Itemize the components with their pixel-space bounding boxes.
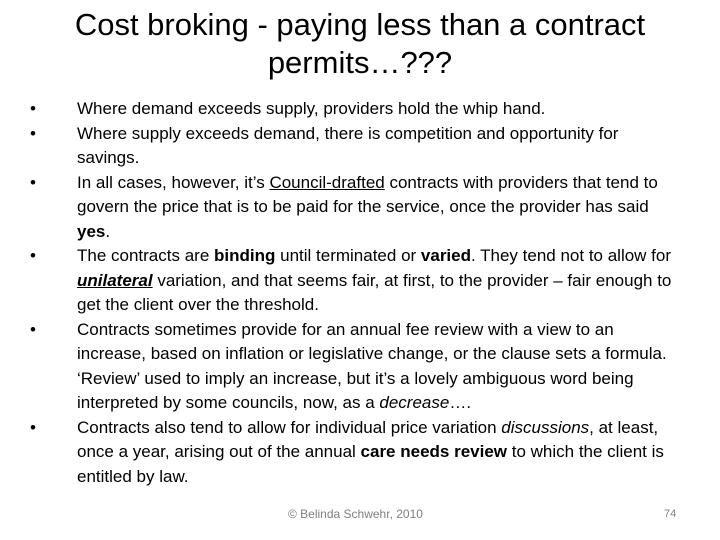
bullet-marker: • xyxy=(30,417,36,437)
bullet-text-part: Contracts also tend to allow for individual price variation xyxy=(77,417,502,437)
bullet-text-part: until terminated or xyxy=(275,246,421,265)
title-line-1: Cost broking - paying less than a contract xyxy=(74,7,646,42)
bullet-text: Where supply exceeds demand, there is competition and opportunity for savings. xyxy=(77,123,619,167)
slide-title xyxy=(36,6,684,82)
footer-copyright: © Belinda Schwehr, 2010 xyxy=(288,507,423,521)
bold-term: binding xyxy=(214,246,276,265)
bold-term: varied xyxy=(420,246,471,265)
bullet-text-part: Contracts sometimes provide for an annual fee review with a view to an increase, based on inflation or legislative change, or the clause sets a formula. ‘Review’ used to imply an increase, but it’s a lovely ambiguous word being interpreted by some councils, now, as a xyxy=(77,319,667,412)
bullet-marker: • xyxy=(30,319,36,339)
bullet-text-part: contracts with providers that tend to govern the price that is to be paid for the service, once the provider has said xyxy=(77,172,658,216)
bullet-text-part: , at least, once a year, arising out of the annual xyxy=(77,417,659,461)
italic-term: decrease xyxy=(379,393,450,412)
bullet-text-part: . They tend not to allow for xyxy=(471,246,672,265)
bullet-item xyxy=(30,122,685,171)
bullet-item xyxy=(30,244,685,318)
italic-term: discussions xyxy=(501,417,590,437)
bold-term: care needs review xyxy=(360,442,508,461)
bullet-item xyxy=(30,97,685,122)
title-line-2: permits…??? xyxy=(267,45,453,80)
bullet-marker: • xyxy=(30,99,36,118)
bullet-text: Where demand exceeds supply, providers hold the whip hand. xyxy=(77,99,546,118)
bullet-text-part: …. xyxy=(449,393,472,412)
bullet-marker: • xyxy=(30,172,36,192)
bullet-text-part: The contracts are xyxy=(77,246,215,265)
bullet-text-part: to which the client is entitled by law. xyxy=(77,442,664,486)
bullet-marker: • xyxy=(30,246,36,265)
underlined-term: Council-drafted xyxy=(269,172,385,192)
page-number: 74 xyxy=(664,508,677,520)
bullet-item xyxy=(30,318,685,416)
bullet-text-part: In all cases, however, it’s xyxy=(77,172,270,192)
bullet-item xyxy=(30,171,685,245)
bold-term: yes xyxy=(77,221,106,241)
bullet-text-part: . xyxy=(105,221,111,241)
bullet-marker: • xyxy=(30,123,36,143)
underlined-italic-term: unilateral xyxy=(77,270,153,290)
bullet-text-part: variation, and that seems fair, at first, to the provider – fair enough to get the client over the threshold. xyxy=(77,270,672,314)
bullet-list xyxy=(30,97,685,489)
bullet-item xyxy=(30,416,685,490)
